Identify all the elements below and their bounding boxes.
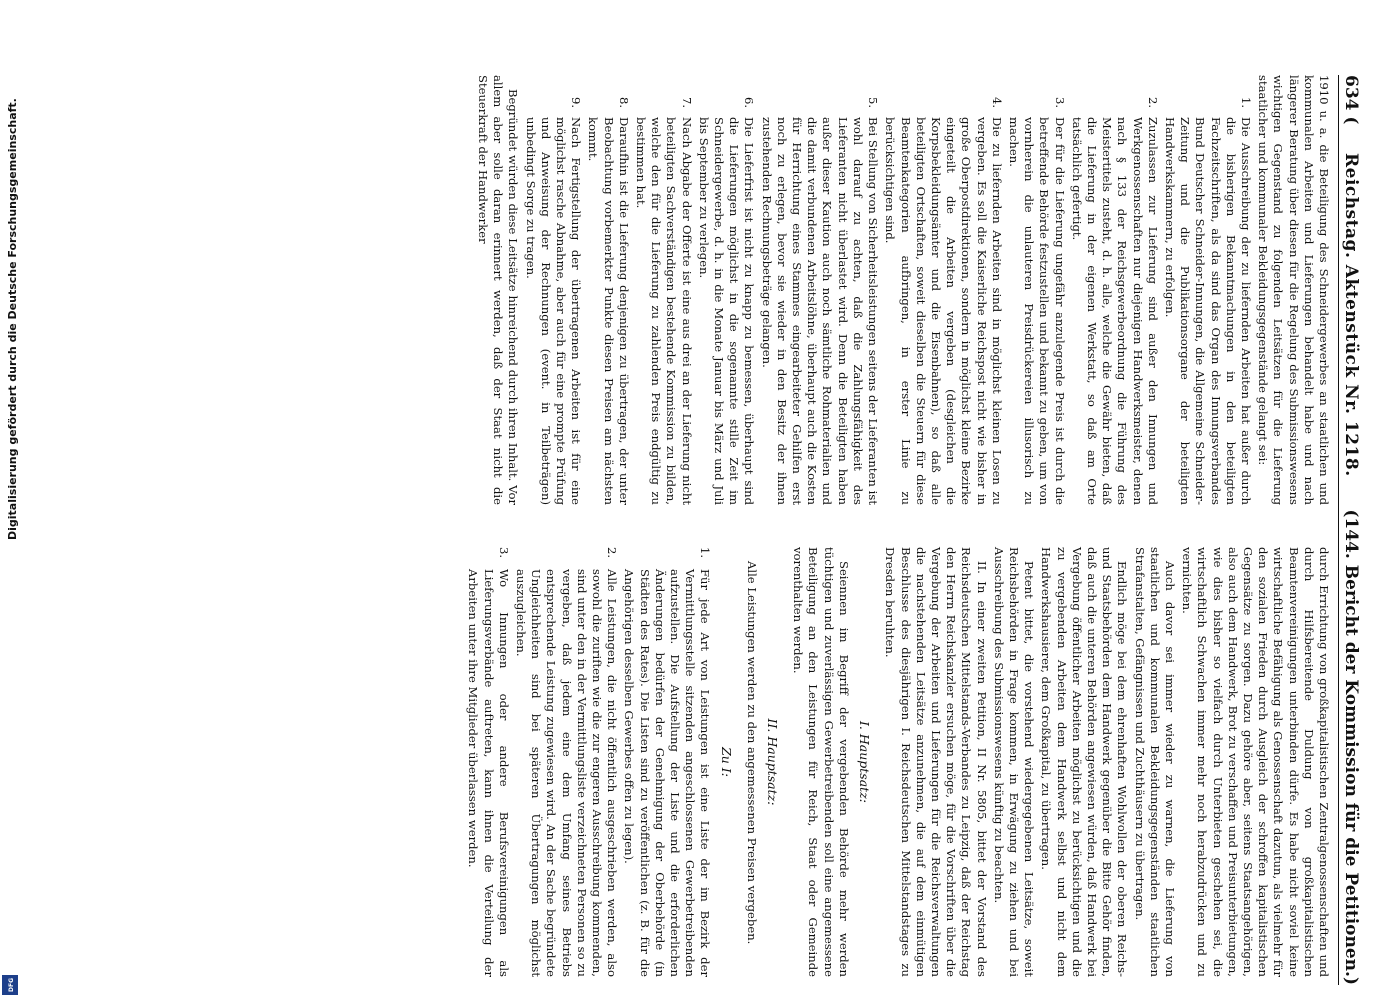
right-paragraph: Endlich möge bei dem ehrenhaften Wohlwollen der oberen Reichs- und Staatsbehörden dem Handwerk gegenüber die Bitte Gehör finden, daß auch die unteren Behörden angewiesen würden, daß Handwerk bei Vergebung öffentlicher Arbeiten möglichst zu berücksichtigen und die zu vergebenden Arbeiten dem Handwerk selbst und nicht dem Handwerkshausierer, dem Großkapital, zu übertragen. [1039,547,1130,977]
section-heading: Zu I: [718,747,734,777]
left-intro: 1910 u. a. die Beteiligung des Schneidergewerbes an staatlichen und kommunalen Arbeiten und Lieferungen behandelt habe und nach längerer Beratung über diesen für die Regelung des Submissionswesens wichtigen Gegenstand zu folgenden Leitsätzen für die Lieferung staatlicher und kommunaler Bekleidungsgegenstände gelangt sei: [1256,75,1331,505]
item-number: 7. [679,97,694,109]
item-text: Der für die Lieferung ungefähr anzulegende Preis ist durch die betreffende Behörde festzustellen und bekannt zu geben, um von vornherein die unlauteren Preisdrückereien illusorisch zu machen. [1006,117,1067,505]
item-text: Daraufhin ist die Lieferung denjenigen zu übertragen, der unter Beobachtung vorbemerkter Punkte diesen Preisen am nächsten kommt. [586,117,631,505]
item-text: Bei Stellung von Sicherheitsleistungen seitens der Lieferanten ist wohl darauf zu achten, daß die Zahlungsfähigkeit des Lieferanten nicht überlastet wird. Denn die Beteiligten haben außer dieser Kaution auch noch sämtliche Rohmaterialien und die damit verbundenen Arbeitslöhne, überhaupt auch die Kosten für Herrichtung eines Stammes eingearbeiteter Gehilfen erst noch zu erlegen, bevor sie wieder in den Besitz der ihnen zustehenden Rechnungsbeträge gelangen. [759,117,881,505]
item-number: 9. [569,97,584,109]
item-text: Die zu liefernden Arbeiten sind in möglichst kleinen Losen zu vergeben. Es soll die Kaiserliche Reichspost nicht wie bisher in große Oberpostdirektionen, sondern in möglichst kleine Bezirke eingeteilt die Arbeiten vergeben (desgleichen die Korpsbekleidungsämter und die Eisenbahnen), so daß alle beteiligten Ortschaften, soweit dieselben die Steuern für diese Beamtenkategorien aufbringen, in erster Linie zu berücksichtigen sind. [883,117,1004,505]
item-number: 2. [605,547,620,559]
item-number: 4. [989,97,1004,109]
right-paragraph: Auch davor sei immer wieder zu warnen, die Lieferung von staatlichen und kommunalen Bekleidungsgegenständen staatlichen Strafanstalten, Gefängnissen und Zuchthäusern zu übertragen. [1132,547,1177,977]
item-number: 3. [1052,97,1067,109]
item-text: Nach Fertigstellung der übertragenen Arbeiten ist für eine möglichst rasche Abnahme, aber auch für eine prompte Prüfung und Anweisung der Rechnungen (event. in Teilbeträgen) unbedingt Sorge zu tragen. [523,117,584,505]
list-item [585,97,631,505]
item-text: Die Ausschreibung der zu liefernden Arbeiten hat außer durch die bisherigen Bekanntmachungen in den beteiligten Fachzeitschriften, als da sind das Organ des Innungsverbandes Bund Deutscher Schneider-Innungen, die Allgemeine Schneider-Zeitung und die Publikationsorgane der beteiligten Handwerkskammern, zu erfolgen. [1162,117,1253,505]
list-item [1006,97,1067,505]
list-item [882,97,1004,505]
page-number: 634 ( [1341,75,1361,125]
list-item [465,547,511,977]
item-number: 5. [866,97,881,109]
dfg-logo-text: DFG [8,977,15,993]
left-closing: Begründet würden diese Leitsätze hinreichend durch ihren Inhalt. Vor allem aber solle daran erinnert werden, daß der Staat nicht die Steuerkraft der Handwerker [476,75,521,505]
list-item [621,547,712,977]
item-number: 6. [742,97,757,109]
item-text: Für jede Art von Leistungen ist eine Liste der im Bezirk der Vermittlungsstelle sitzenden angeschlossenen Gewerbetreibenden aufzustellen. Die Aufstellung der Liste und die erforderlichen Änderungen bedürfen der Genehmigung der Oberbehörde (in Städten des Rates). Die Listen sind zu veröffentlichen (z. B. für die Angehörigen desselben Gewerbes offen zu legen). [622,569,713,977]
item-number: 1. [1238,97,1253,109]
left-column [473,75,1331,505]
list-item [758,97,880,505]
item-text: Alle Leistungen, die nicht öffentlich ausgeschrieben werden, also sowohl die zuriften wie die zur engeren Ausschreibung kommenden, sind unter den in der Vermittlungsliste verzeichneten Personen so zu vergeben, daß jedem eine dem Umfang seines Betriebs entsprechende Leistung zugewiesen wird. An der Sache begründete Ungleichheiten sind bei späteren Übertragungen möglichst auszugleichen. [514,569,620,977]
list-item [633,97,694,505]
list-item [696,97,757,505]
digitization-note: Digitalisierung gefördert durch die Deutsche Forschungsgemeinschaft. [6,98,19,540]
list-item [1162,97,1253,505]
section-heading: II. Hauptsatz: [765,718,781,806]
section-heading: I. Hauptsatz: [857,720,873,803]
item-text: Die Lieferfrist ist nicht zu knapp zu bemessen, überhaupt sind die Lieferungen möglichst in die sogenannte stille Zeit im Schneidergewerbe, d. h. in die Monate Januar bis März und Juli bis September zu verlegen. [696,117,757,505]
header-rule [1338,75,1339,985]
right-paragraph: durch Errichtung von großkapitalistischen Zentralgenossenschaften und durch Hilfsbereitende Duldung von großkapitalistischen Beamtenvereinigungen unterbinden dürfe. Es habe nicht soviel keine wirtschaftliche Befähigung als Genossenschaft dazutun, als vielmehr für den sozialen Frieden durch Ausgleich der schroffen kapitalistischen Gegensätze zu sorgen. Dazu gehöre aber, seitens Staatsangehörigen, also auch dem Handwerk, Brot zu verschaffen und Preisunterbietungen, wie dies bisher so vielfach durch Unterbieten geschehen sei, die wirtschaftlich Schwachen immer mehr noch herabzudrücken und zu vernichten. [1180,547,1331,977]
header-right-title: (144. Bericht der Kommission für die Petitionen.) [1341,509,1361,985]
item-text: Nach Abgabe der Offerte ist eine aus drei an der Lieferung nicht beteiligten Sachverständigen bestehende Kommission zu bilden, welche den für die Lieferung zu zahlenden Preis endgültig zu bestimmen hat. [634,117,694,505]
right-paragraph: Petent bittet, die vorstehend wiedergegebenen Leitsätze, soweit Reichsbehörden in Frage kommen, in Erwägung zu ziehen und bei Ausschreibung des Submissionswesens künftig zu beachten. [991,547,1037,977]
item-text: Wo Innungen oder andere Berufsvereinigungen als Lieferungsverbände auftreten, kann ihnen die Verteilung der Arbeiten unter ihre Mitglieder überlassen werden. [466,569,511,977]
list-item [513,547,619,977]
right-paragraph: Seiennen im Begriff der vergebenden Behörde mehr werden tüchtigen und zuverlässigen Gewerbetreibenden soll eine angemessene Beteiligung an den Leistungen für Reich, Staat oder Gemeinde vorenthalten werden. [791,547,851,977]
right-column [463,547,1331,977]
header-left-title: Reichstag. Aktenstück Nr. 1218. [1341,153,1361,477]
item-text: Zuzulassen zur Lieferung sind außer den Innungen und Werkgenossenschaften nur diejenigen Handwerksmeister, denen nach § 133 der Reichsgewerbeordnung die Führung des Meistertitels zusteht, d. h. alle, welche die Gewähr bieten, daß die Lieferung in der eigenen Werkstatt, so daß am Orte tatsächlich gefertigt. [1069,117,1160,505]
item-number: 8. [616,97,631,109]
item-number: 2. [1145,97,1160,109]
item-number: 3. [496,547,511,559]
scanned-page [87,75,1367,985]
list-item [1069,97,1160,505]
dfg-logo-icon [2,975,18,995]
item-number: 1. [698,547,713,559]
right-paragraph: Alle Leistungen werden zu den angemessenen Preisen vergeben. [744,561,759,945]
list-item [522,97,583,505]
right-paragraph: II. In einer zweiten Petition, II Nr. 5805, bittet der Vorstand des Reichsdeutschen Mittelstands-Verbandes zu Leipzig, daß der Reichstag den Herrn Reichskanzler ersuchen möge, für die Vorschriften über die Vergebung der Arbeiten und Lieferungen für die Reichsverwaltungen die nachstehenden Leitsätze anzunehmen, die auf dem einmütigen Beschlusse des diesjährigen I. Reichsdeutschen Mittelstandstages zu Dresden beruhten. [883,547,989,977]
